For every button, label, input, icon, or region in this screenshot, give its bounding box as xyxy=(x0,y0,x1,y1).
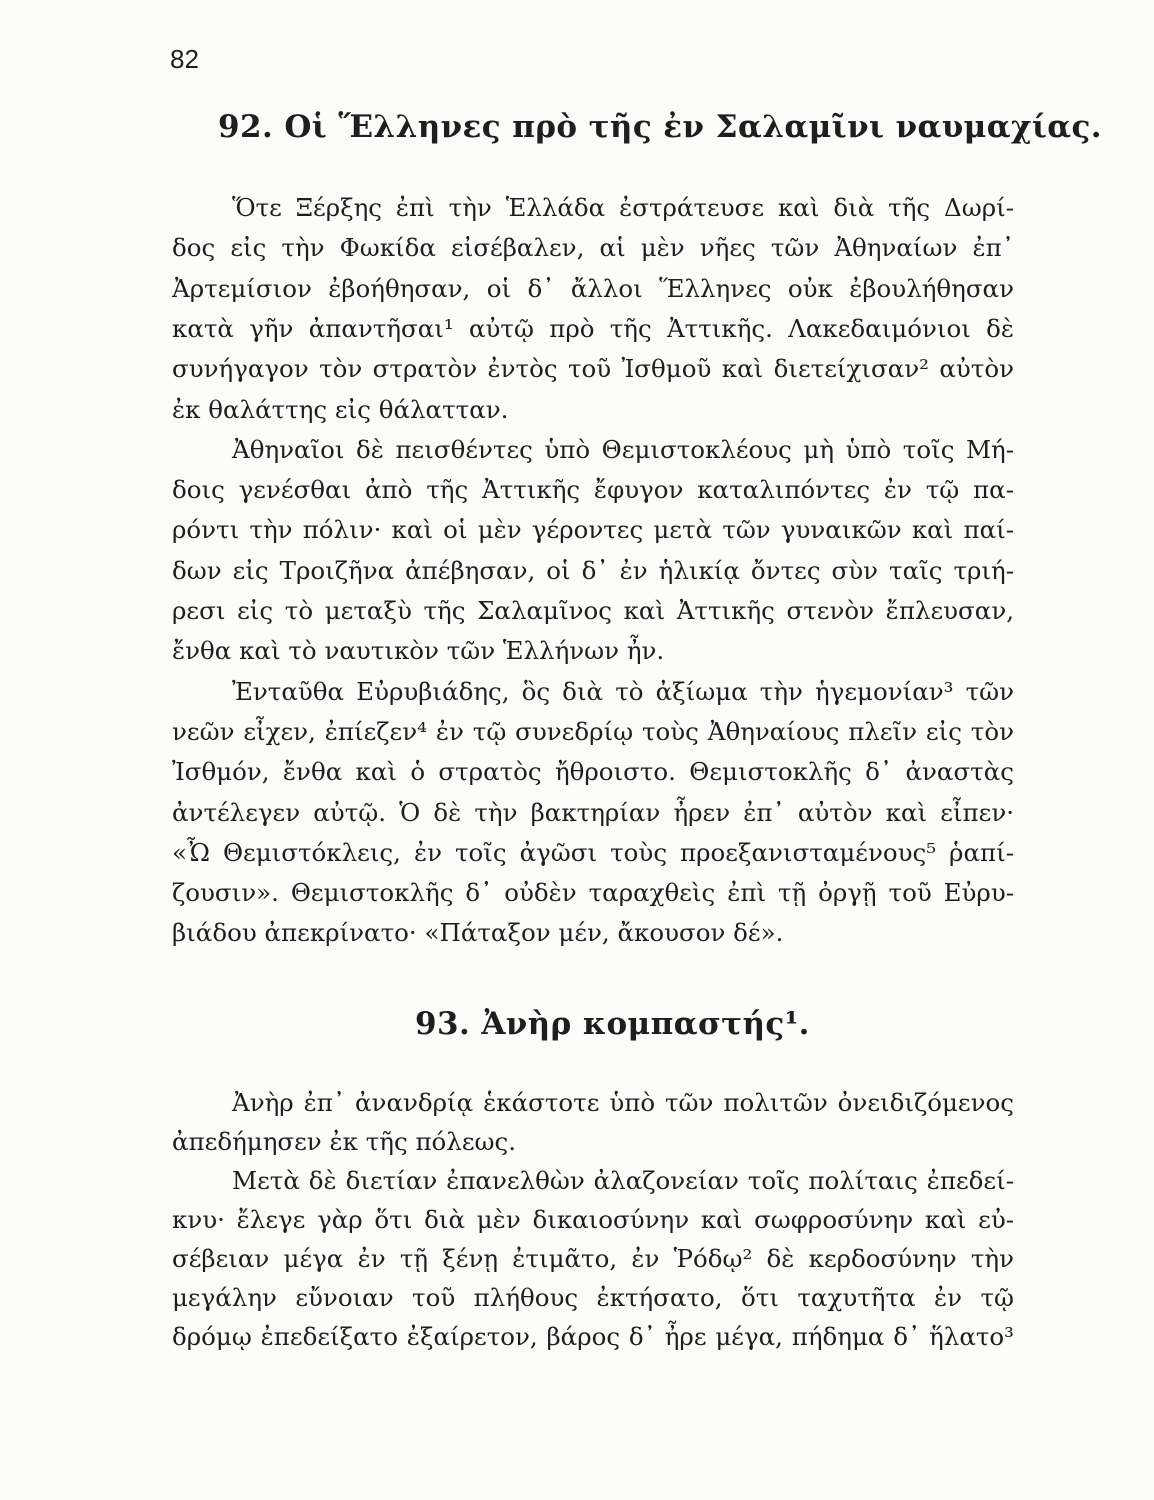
section-93-title: 93. Ἀνὴρ κομπαστής¹. xyxy=(415,1006,810,1042)
text-line: Ἐνταῦθα Εὐρυβιάδης, ὃς διὰ τὸ ἀξίωμα τὴν ἡγεμονίαν³ τῶν xyxy=(232,676,1014,706)
text-line: δος εἰς τὴν Φωκίδα εἰσέβαλεν, αἱ μὲν νῆες τῶν Ἀθηναίων ἐπ᾿ xyxy=(172,233,1014,263)
text-line: Μετὰ δὲ διετίαν ἐπανελθὼν ἀλαζονείαν τοῖς πολίταις ἐπεδεί- xyxy=(232,1166,1014,1195)
text-line: κνυ· ἔλεγε γὰρ ὅτι διὰ μὲν δικαιοσύνην καὶ σωφροσύνην καὶ εὐ- xyxy=(172,1205,1014,1234)
text-line: Ἀνὴρ ἐπ᾿ ἀνανδρίᾳ ἑκάστοτε ὑπὸ τῶν πολιτῶν ὀνειδιζόμενος xyxy=(232,1088,1014,1117)
text-line: ἀπεδήμησεν ἐκ τῆς πόλεως. xyxy=(172,1127,517,1156)
text-line: βιάδου ἀπεκρίνατο· «Πάταξον μέν, ἄκουσον δέ». xyxy=(172,918,784,948)
text-line: συνήγαγον τὸν στρατὸν ἐντὸς τοῦ Ἰσθμοῦ καὶ διετείχισαν² αὐτὸν xyxy=(172,354,1014,384)
text-line: σέβειαν μέγα ἐν τῇ ξένῃ ἐτιμᾶτο, ἐν Ῥόδῳ² δὲ κερδοσύνην τὴν xyxy=(172,1244,1014,1273)
text-line: δων εἰς Τροιζῆνα ἀπέβησαν, οἱ δ᾿ ἐν ἡλικίᾳ ὄντες σὺν ταῖς τριή- xyxy=(172,555,1014,585)
text-line: νεῶν εἶχεν, ἐπίεζεν⁴ ἐν τῷ συνεδρίῳ τοὺς Ἀθηναίους πλεῖν εἰς τὸν xyxy=(172,716,1014,746)
section-92-title: 92. Οἱ Ἕλληνες πρὸ τῆς ἐν Σαλαμῖνι ναυμαχίας. xyxy=(218,109,1102,145)
text-line: «Ὦ Θεμιστόκλεις, ἐν τοῖς ἀγῶσι τοὺς προεξανισταμένους⁵ ῥαπί- xyxy=(172,837,1014,867)
text-line: ἐκ θαλάττης εἰς θάλατταν. xyxy=(172,394,509,424)
text-line: δρόμῳ ἐπεδείξατο ἐξαίρετον, βάρος δ᾿ ἦρε μέγα, πήδημα δ᾿ ἥλατο³ xyxy=(172,1322,1014,1351)
text-line: μεγάλην εὔνοιαν τοῦ πλήθους ἐκτήσατο, ὅτι ταχυτῆτα ἐν τῷ xyxy=(172,1283,1014,1312)
page-number: 82 xyxy=(170,44,199,74)
text-line: ρεσι εἰς τὸ μεταξὺ τῆς Σαλαμῖνος καὶ Ἀττικῆς στενὸν ἔπλευσαν, xyxy=(172,596,1014,625)
text-line: δοις γενέσθαι ἀπὸ τῆς Ἀττικῆς ἔφυγον καταλιπόντες ἐν τῷ πα- xyxy=(172,475,1014,505)
text-line: Ἀθηναῖοι δὲ πεισθέντες ὑπὸ Θεμιστοκλέους μὴ ὑπὸ τοῖς Μή- xyxy=(232,434,1014,464)
text-line: Ὅτε Ξέρξης ἐπὶ τὴν Ἑλλάδα ἐστράτευσε καὶ διὰ τῆς Δωρί- xyxy=(232,193,1014,222)
text-line: ρόντι τὴν πόλιν· καὶ οἱ μὲν γέροντες μετὰ τῶν γυναικῶν καὶ παί- xyxy=(172,515,1014,545)
text-line: Ἰσθμόν, ἔνθα καὶ ὁ στρατὸς ἤθροιστο. Θεμιστοκλῆς δ᾿ ἀναστὰς xyxy=(172,757,1014,787)
text-line: Ἀρτεμίσιον ἐβοήθησαν, οἱ δ᾿ ἄλλοι Ἕλληνες οὐκ ἐβουλήθησαν xyxy=(172,273,1014,303)
text-line: ἀντέλεγεν αὐτῷ. Ὁ δὲ τὴν βακτηρίαν ἦρεν ἐπ᾿ αὐτὸν καὶ εἶπεν· xyxy=(172,797,1014,827)
text-line: ζουσιν». Θεμιστοκλῆς δ᾿ οὐδὲν ταραχθεὶς ἐπὶ τῇ ὀργῇ τοῦ Εὐρυ- xyxy=(172,878,1014,908)
text-line: ἔνθα καὶ τὸ ναυτικὸν τῶν Ἑλλήνων ἦν. xyxy=(172,636,665,666)
text-line: κατὰ γῆν ἀπαντῆσαι¹ αὐτῷ πρὸ τῆς Ἀττικῆς. Λακεδαιμόνιοι δὲ xyxy=(172,313,1014,343)
